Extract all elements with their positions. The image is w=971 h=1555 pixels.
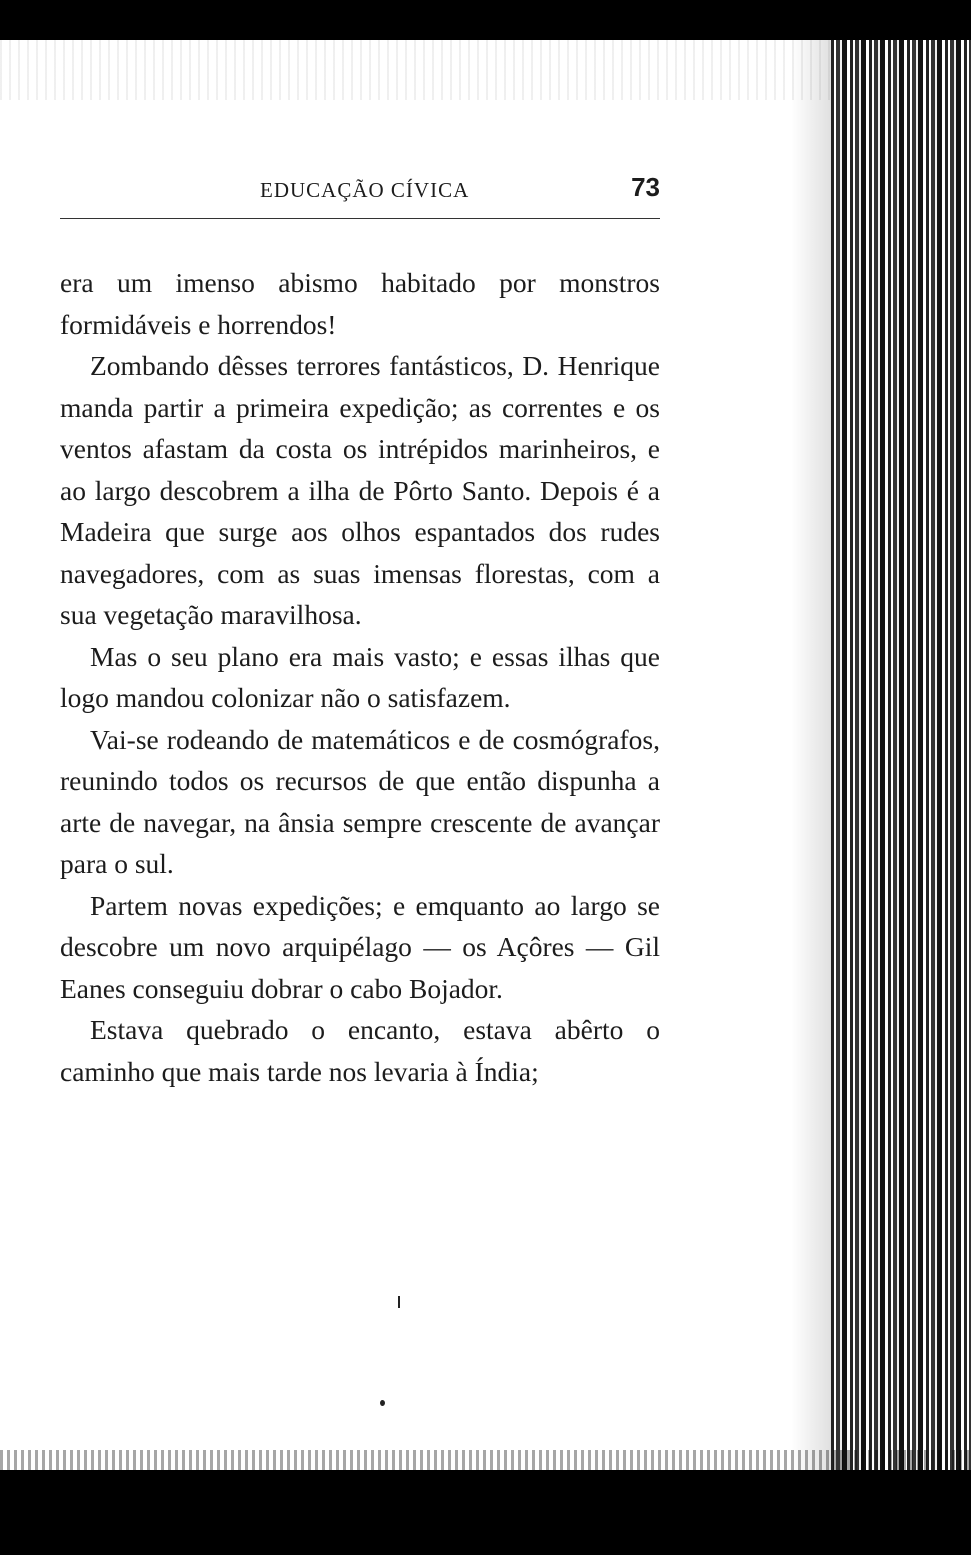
paragraph: Mas o seu plano era mais vasto; e essas ilhas que logo mandou colonizar não o satisfazem. xyxy=(60,640,660,713)
header-rule xyxy=(60,218,660,219)
book-binding-edge xyxy=(831,40,971,1480)
page-number: 73 xyxy=(631,172,660,202)
stray-ink-mark xyxy=(398,1296,400,1308)
scan-top-border xyxy=(0,0,971,40)
body-text xyxy=(60,262,660,1092)
paragraph: Zombando dêsses terrores fantásticos, D. Henrique manda partir a primeira expedição; as correntes e os ventos afastam da costa os intrépidos marinheiros, e ao largo descobrem a ilha de Pôrto Santo. Depois é a Madeira que surge aos olhos espantados dos rudes navegadores, com as suas imensas florestas, com a sua vegetação maravilhosa. xyxy=(60,350,660,630)
paragraph: era um imenso abismo habitado por monstros formidáveis e horrendos! xyxy=(60,267,660,340)
binding-shadow xyxy=(791,40,831,1480)
paragraph: Partem novas expedições; e emquanto ao largo se descobre um novo arquipélago — os Açôres — Gil Eanes conseguiu dobrar o cabo Bojador. xyxy=(60,889,660,1004)
paragraph: Estava quebrado o encanto, estava abêrto o caminho que mais tarde nos levaria à Índia; xyxy=(60,1014,660,1087)
running-title: EDUCAÇÃO CÍVICA xyxy=(260,178,470,202)
scan-bottom-border xyxy=(0,1470,971,1555)
stray-ink-dot xyxy=(380,1400,385,1406)
running-head xyxy=(60,172,660,212)
paragraph: Vai-se rodeando de matemáticos e de cosmógrafos, reunindo todos os recursos de que então dispunha a arte de navegar, na ânsia sempre crescente de avançar para o sul. xyxy=(60,723,660,879)
